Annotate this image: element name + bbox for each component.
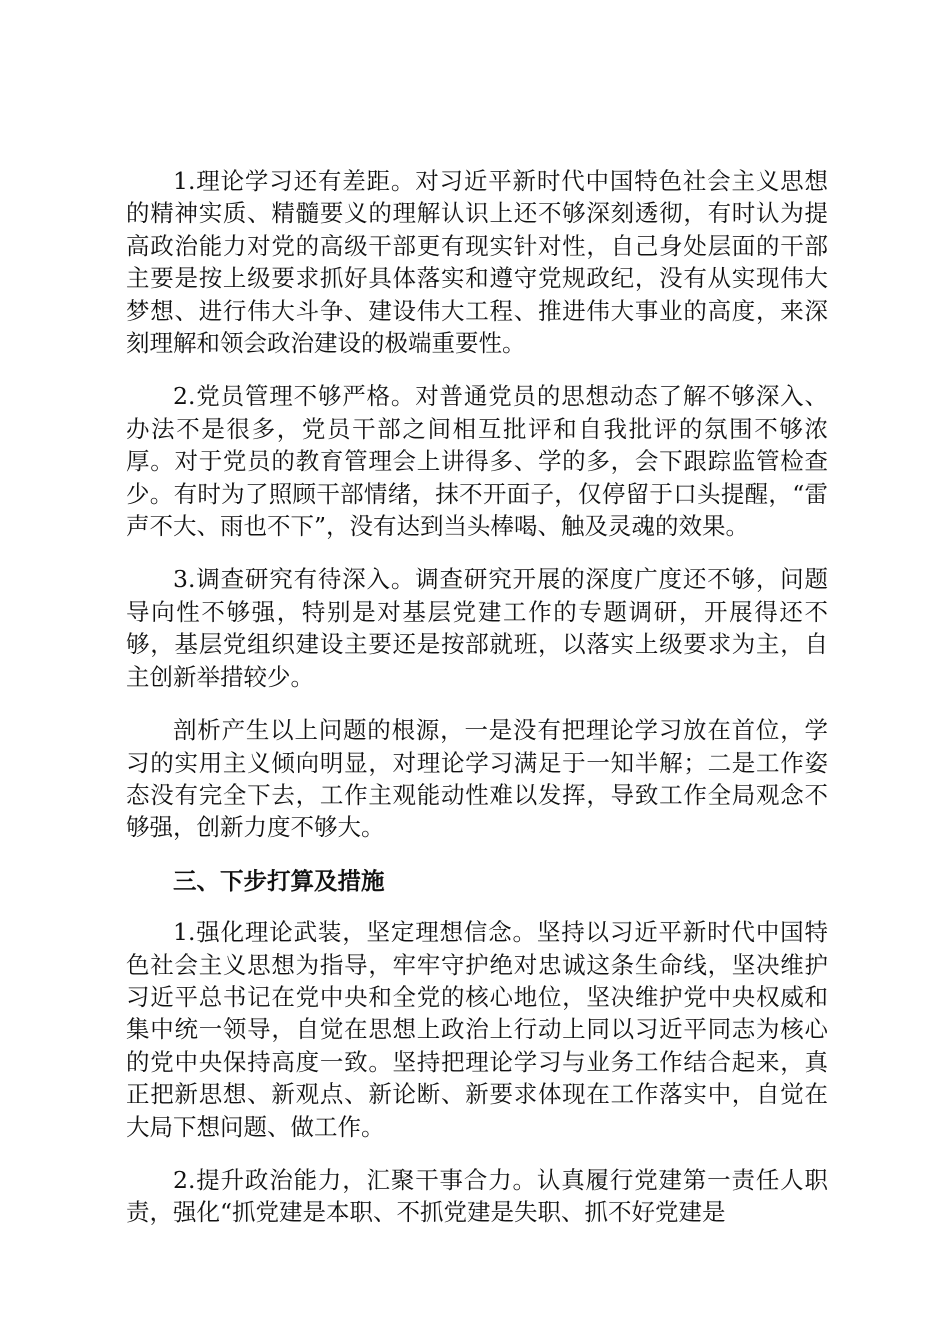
section-heading-next-steps: 三、下步打算及措施 (173, 866, 385, 895)
document-page (126, 165, 828, 1250)
paragraph-improve-political-ability: 2.提升政治能力，汇聚干事合力。认真履行党建第一责任人职责，强化“抓党建是本职、不抓党建是失职、抓不好党建是 (126, 1165, 828, 1227)
paragraph-theory-study-gap: 1.理论学习还有差距。对习近平新时代中国特色社会主义思想的精神实质、精髓要义的理解认识上还不够深刻透彻，有时认为提高政治能力对党的高级干部更有现实针对性，自己身处层面的干部主要是按上级要求抓好具体落实和遵守党规政纪，没有从实现伟大梦想、进行伟大斗争、建设伟大工程、推进伟大事业的高度，来深刻理解和领会政治建设的极端重要性。 (126, 167, 828, 358)
paragraph-investigation-research: 3.调查研究有待深入。调查研究开展的深度广度还不够，问题导向性不够强，特别是对基层党建工作的专题调研，开展得还不够，基层党组织建设主要还是按部就班，以落实上级要求为主，自主创新举措较少。 (126, 565, 828, 691)
paragraph-party-member-management: 2.党员管理不够严格。对普通党员的思想动态了解不够深入、办法不是很多，党员干部之间相互批评和自我批评的氛围不够浓厚。对于党员的教育管理会上讲得多、学的多，会下跟踪监管检查少。有时为了照顾干部情绪，抹不开面子，仅停留于口头提醒，“雷声不大、雨也不下”，没有达到当头棒喝、触及灵魂的效果。 (126, 382, 828, 541)
paragraph-strengthen-theory: 1.强化理论武装，坚定理想信念。坚持以习近平新时代中国特色社会主义思想为指导，牢牢守护绝对忠诚这条生命线，坚决维护习近平总书记在党中央和全党的核心地位，坚决维护党中央权威和集中统一领导，自觉在思想上政治上行动上同以习近平同志为核心的党中央保持高度一致。坚持把理论学习与业务工作结合起来，真正把新思想、新观点、新论断、新要求体现在工作落实中，自觉在大局下想问题、做工作。 (126, 918, 828, 1141)
paragraph-root-cause-analysis: 剖析产生以上问题的根源，一是没有把理论学习放在首位，学习的实用主义倾向明显，对理论学习满足于一知半解；二是工作姿态没有完全下去，工作主观能动性难以发挥，导致工作全局观念不够强，创新力度不够大。 (126, 716, 828, 842)
